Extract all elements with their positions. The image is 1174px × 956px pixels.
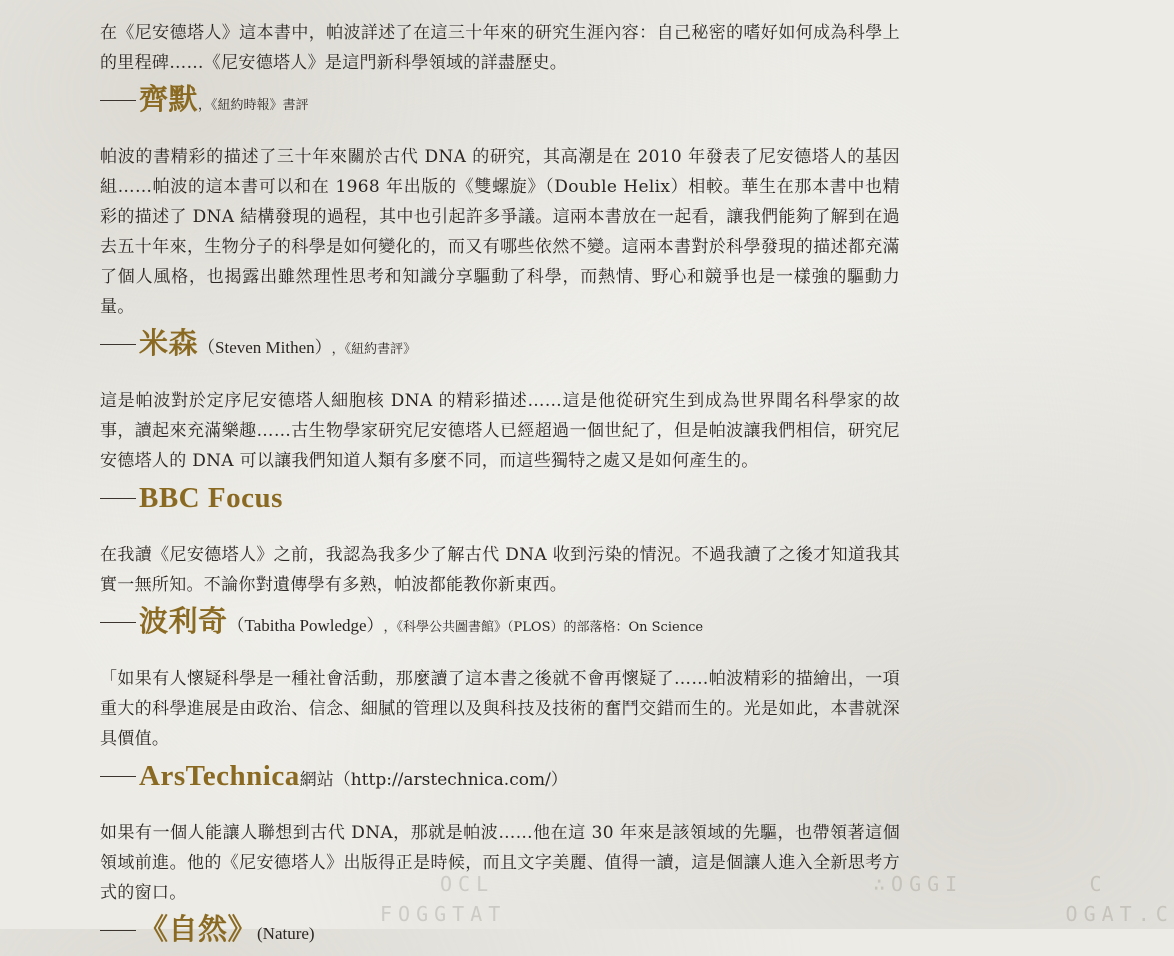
background-lettering: OCL ∴OGGI C <box>440 872 1108 896</box>
em-dash <box>100 930 136 931</box>
reviewer-name: 波利奇 <box>139 606 228 638</box>
review-source: ，《科學公共圖書館》（PLOS）的部落格：On Science <box>383 620 704 635</box>
review-credit <box>100 908 900 952</box>
em-dash <box>100 344 136 345</box>
reviewer-name: 米森 <box>139 328 199 360</box>
reviews-column <box>100 18 900 952</box>
em-dash <box>100 100 136 101</box>
review-quote: 這是帕波對於定序尼安德塔人細胞核 DNA 的精彩描述……這是他從研究生到成為世界聞名科學家的故事，讀起來充滿樂趣……古生物學家研究尼安德塔人已經超過一個世紀了，但是帕波讓我們相信，研究尼安德塔人的 DNA 可以讓我們知道人類有多麼不同，而這些獨特之處又是如何產生的。 <box>100 391 900 471</box>
review-block <box>100 386 900 520</box>
reviewer-latin-name: (Nature) <box>257 924 315 943</box>
em-dash <box>100 622 136 623</box>
review-credit <box>100 476 900 520</box>
review-quote: 「如果有人懷疑科學是一種社會活動，那麼讀了這本書之後就不會再懷疑了……帕波精彩的描繪出，一項重大的科學進展是由政治、信念、細膩的管理以及與科技及技術的奮鬥交錯而生的。光是如此，本書就深具價值。 <box>100 669 900 749</box>
review-credit <box>100 78 900 122</box>
review-block <box>100 664 900 798</box>
review-block <box>100 540 900 644</box>
review-block <box>100 142 900 366</box>
review-block <box>100 18 900 122</box>
reviewer-latin-name: （Steven Mithen） <box>198 338 332 357</box>
review-quote: 在《尼安德塔人》這本書中，帕波詳述了在這三十年來的研究生涯內容：自己秘密的嗜好如何成為科學上的里程碑……《尼安德塔人》是這門新科學領域的詳盡歷史。 <box>100 23 900 73</box>
reviewer-latin-name: （Tabitha Powledge） <box>227 616 384 635</box>
reviewer-name: ArsTechnica <box>139 760 300 792</box>
review-block <box>100 818 900 952</box>
review-source: ，《紐約書評》 <box>331 342 417 357</box>
reviewer-name: 《自然》 <box>139 914 258 946</box>
review-quote: 在我讀《尼安德塔人》之前，我認為我多少了解古代 DNA 收到污染的情況。不過我讀了之後才知道我其實一無所知。不論你對遺傳學有多熟，帕波都能教你新東西。 <box>100 545 900 595</box>
reviewer-name: 齊默 <box>139 84 199 116</box>
background-lettering: FOGGTAT OGAT.C <box>380 902 1174 926</box>
em-dash <box>100 498 136 499</box>
review-quote: 如果有一個人能讓人聯想到古代 DNA，那就是帕波……他在這 30 年來是該領域的先驅，也帶領著這個領域前進。他的《尼安德塔人》出版得正是時候，而且文字美麗、值得一讀，這是個讓人進入全新思考方式的窗口。 <box>100 823 900 903</box>
review-source: ，《紐約時報》書評 <box>198 98 309 113</box>
em-dash <box>100 776 136 777</box>
review-credit <box>100 754 900 798</box>
reviewer-name: BBC Focus <box>139 482 283 514</box>
review-quote: 帕波的書精彩的描述了三十年來關於古代 DNA 的研究，其高潮是在 2010 年發表了尼安德塔人的基因組……帕波的這本書可以和在 1968 年出版的《雙螺旋》（Double Helix）相較。華生在那本書中也精彩的描述了 DNA 結構發現的過程，其中也引起許多爭議。這兩本書放在一起看，讓我們能夠了解到在過去五十年來，生物分子的科學是如何變化的，而又有哪些依然不變。這兩本書對於科學發現的描述都充滿了個人風格，也揭露出雖然理性思考和知識分享驅動了科學，而熱情、野心和競爭也是一樣強的驅動力量。 <box>100 147 900 317</box>
review-credit <box>100 600 900 644</box>
review-source: 網站（http://arstechnica.com/） <box>299 770 568 790</box>
review-credit <box>100 322 900 366</box>
